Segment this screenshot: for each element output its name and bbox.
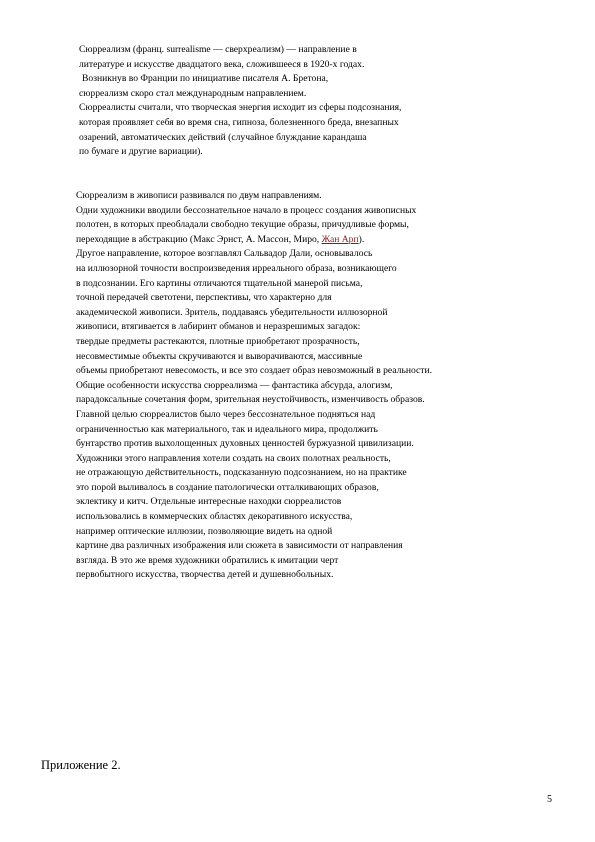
text-line: взгляда. В это же время художники обратились к имитации черт xyxy=(76,554,339,566)
text-line: Одни художники вводили бессознательное начало в процесс создания живописных xyxy=(76,204,417,216)
text-line: в подсознании. Его картины отличаются тщательной манерой письма, xyxy=(76,277,363,289)
page-number: 5 xyxy=(547,794,552,805)
text-line: объемы приобретают невесомость, и все это создает образ невозможный в реальности. xyxy=(76,365,432,377)
text-segment: ). xyxy=(358,233,365,245)
text-line: например оптические иллюзии, позволяющие видеть на одной xyxy=(76,525,333,537)
text-line: которая проявляет себя во время сна, гипноза, болезненного бреда, внезапных xyxy=(79,116,399,128)
text-line: по бумаге и другие вариации). xyxy=(79,146,203,158)
paragraph-surrealism-definition xyxy=(79,43,539,160)
text-line: твердые предметы растекаются, плотные приобретают прозрачность, xyxy=(76,335,360,347)
link-jean-arp[interactable]: Жан Арп xyxy=(321,233,359,245)
text-line: несовместимые объекты скручиваются и выворачиваются, массивные xyxy=(76,350,363,362)
text-line: не отражающую действительность, подсказанную подсознанием, но на практике xyxy=(76,467,407,479)
text-line: Главной целью сюрреалистов было через бессознательное подняться над xyxy=(76,408,376,420)
text-line: академической живописи. Зритель, поддаваясь убедительности иллюзорной xyxy=(76,306,388,318)
text-line: использовались в коммерческих областях декоративного искусства, xyxy=(76,511,353,523)
text-line: первобытного искусства, творчества детей и душевнобольных. xyxy=(76,569,334,581)
text-line: Сюрреализм (франц. surrealisme — сверхреализм) — направление в xyxy=(79,44,357,55)
text-line: парадоксальные сочетания форм, зрительная неустойчивость, изменчивость образов. xyxy=(76,394,425,406)
text-line: литературе и искусстве двадцатого века, сложившееся в 1920-х годах. xyxy=(79,58,365,70)
text-line: бунтарство против выхолощенных духовных ценностей буржуазной цивилизации. xyxy=(76,438,414,450)
text-line: Художники этого направления хотели создать на своих полотнах реальность, xyxy=(76,452,391,464)
text-line: Другое направление, которое возглавлял Сальвадор Дали, основывалось xyxy=(76,248,373,260)
text-line: ограниченностью как материального, так и идеального мира, продолжить xyxy=(76,423,378,435)
text-line: живописи, втягивается в лабиринт обманов и неразрешимых загадок: xyxy=(76,321,361,333)
text-line: сюрреализм скоро стал международным направлением. xyxy=(79,87,307,99)
text-line xyxy=(76,233,536,248)
text-line: Общие особенности искусства сюрреализма — фантастика абсурда, алогизм, xyxy=(76,379,393,391)
text-line: эклектику и китч. Отдельные интересные находки сюрреалистов xyxy=(76,496,342,508)
text-line: Возникнув во Франции по инициативе писателя А. Бретона, xyxy=(82,73,329,85)
paragraph-surrealism-painting xyxy=(76,189,536,583)
text-line: это порой выливалось в создание патологически отталкивающих образов, xyxy=(76,481,379,493)
text-line: полотен, в которых преобладали свободно текущие образы, причудливые формы, xyxy=(76,219,409,231)
appendix-heading: Приложение 2. xyxy=(41,758,121,772)
text-line: Сюрреалисты считали, что творческая энергия исходит из сферы подсознания, xyxy=(79,102,402,114)
text-line: точной передачей светотени, перспективы, что характерно для xyxy=(76,292,332,304)
text-line: Сюрреализм в живописи развивался по двум направлениям. xyxy=(76,190,322,201)
text-line: озарений, автоматических действий (случайное блуждание карандаша xyxy=(79,131,367,143)
text-segment: переходящие в абстракцию (Макс Эрнст, А. Массон, Миро, xyxy=(76,233,322,245)
text-line: картине два различных изображения или сюжета в зависимости от направления xyxy=(76,540,403,552)
text-line: на иллюзорной точности воспроизведения ирреального образа, возникающего xyxy=(76,262,397,274)
